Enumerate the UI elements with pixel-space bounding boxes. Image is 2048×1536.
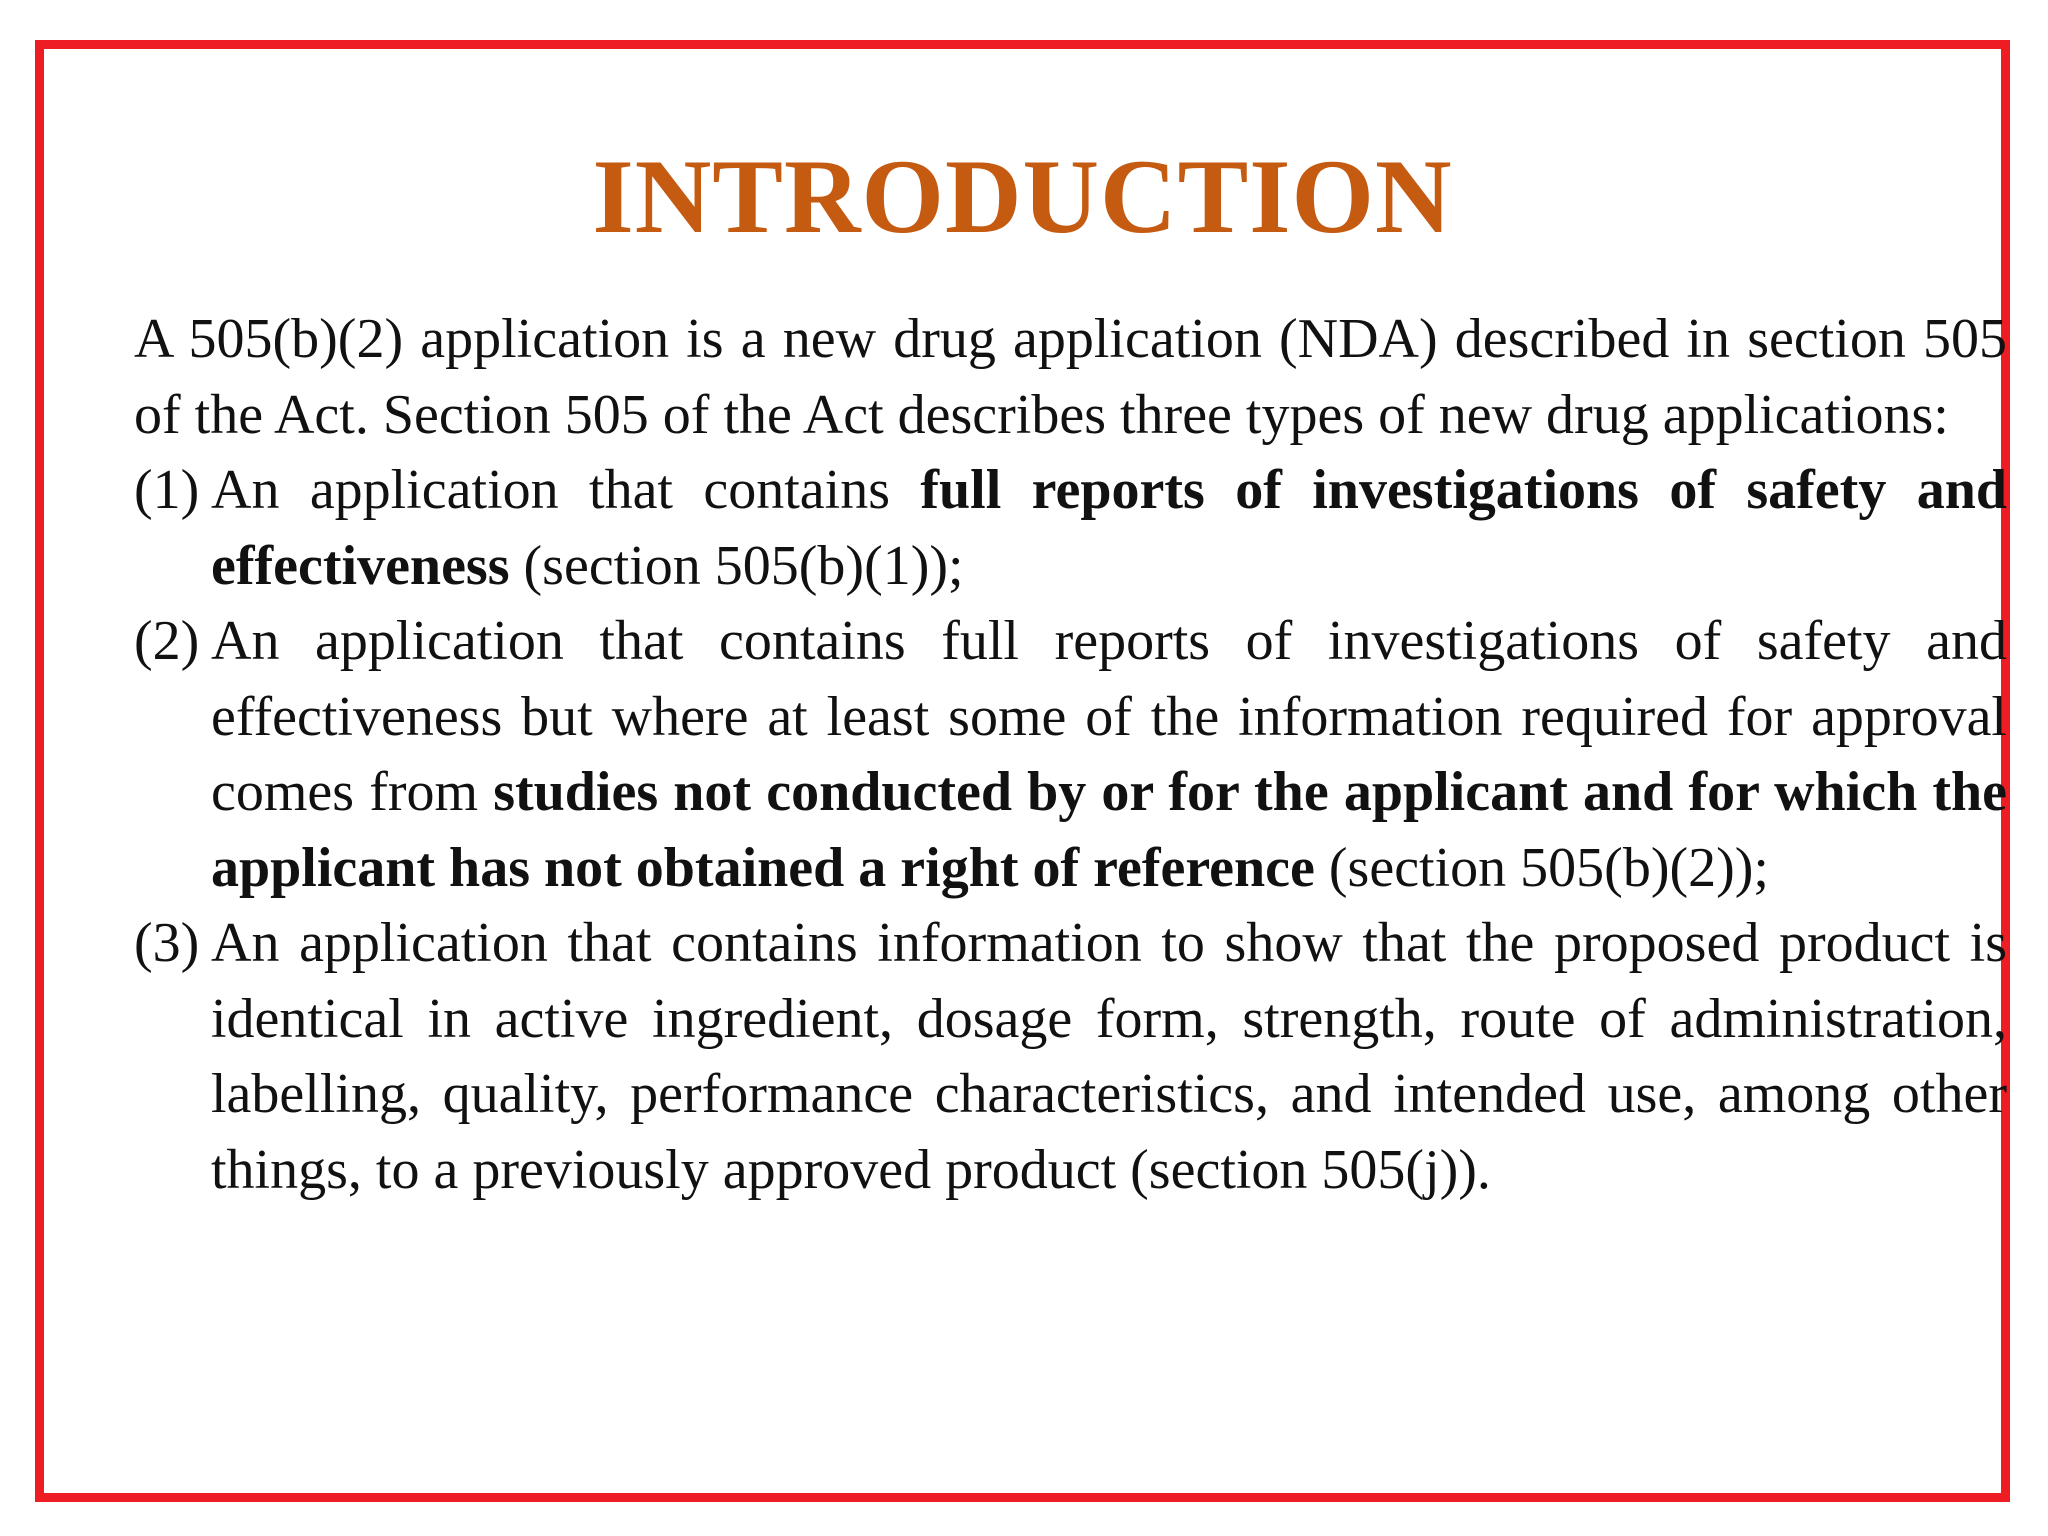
slide-title: INTRODUCTION: [592, 138, 1453, 255]
list-item-text: An application that contains information to show that the proposed product is identical in active ingredient, dosage form, strength, route of administration, labelling, quality, performance characteristics, and intended use, among other things, to a previously approved product (section 505(j)).: [211, 912, 2007, 1201]
list-item-text: An application that contains: [211, 459, 921, 521]
list-item-number: (1): [134, 459, 200, 521]
list-item-1: [134, 453, 2007, 604]
list-item-text: An application that contains full reports of investigations of safety and effectiveness but where at least some of the information required for approval comes from: [211, 610, 2007, 823]
list-item-bold-text: full reports of investigations of safety and effectiveness: [211, 459, 2007, 597]
slide-body: [134, 302, 2007, 1208]
slide-frame: [35, 40, 2010, 1502]
list-item-number: (3): [134, 912, 200, 974]
list-item-bold-text: studies not conducted by or for the applicant and for which the applicant has not obtained a right of reference: [211, 761, 2008, 899]
list-item-3: [134, 906, 2007, 1208]
list-item-text-end: (section 505(b)(2));: [1314, 836, 1769, 899]
list-item-text-end: (section 505(b)(1));: [509, 534, 964, 597]
intro-paragraph: A 505(b)(2) application is a new drug application (NDA) described in section 505 of the Act. Section 505 of the Act describes three types of new drug applications:: [134, 308, 2007, 446]
list-item-2: [134, 604, 2007, 906]
list-item-number: (2): [134, 610, 200, 672]
